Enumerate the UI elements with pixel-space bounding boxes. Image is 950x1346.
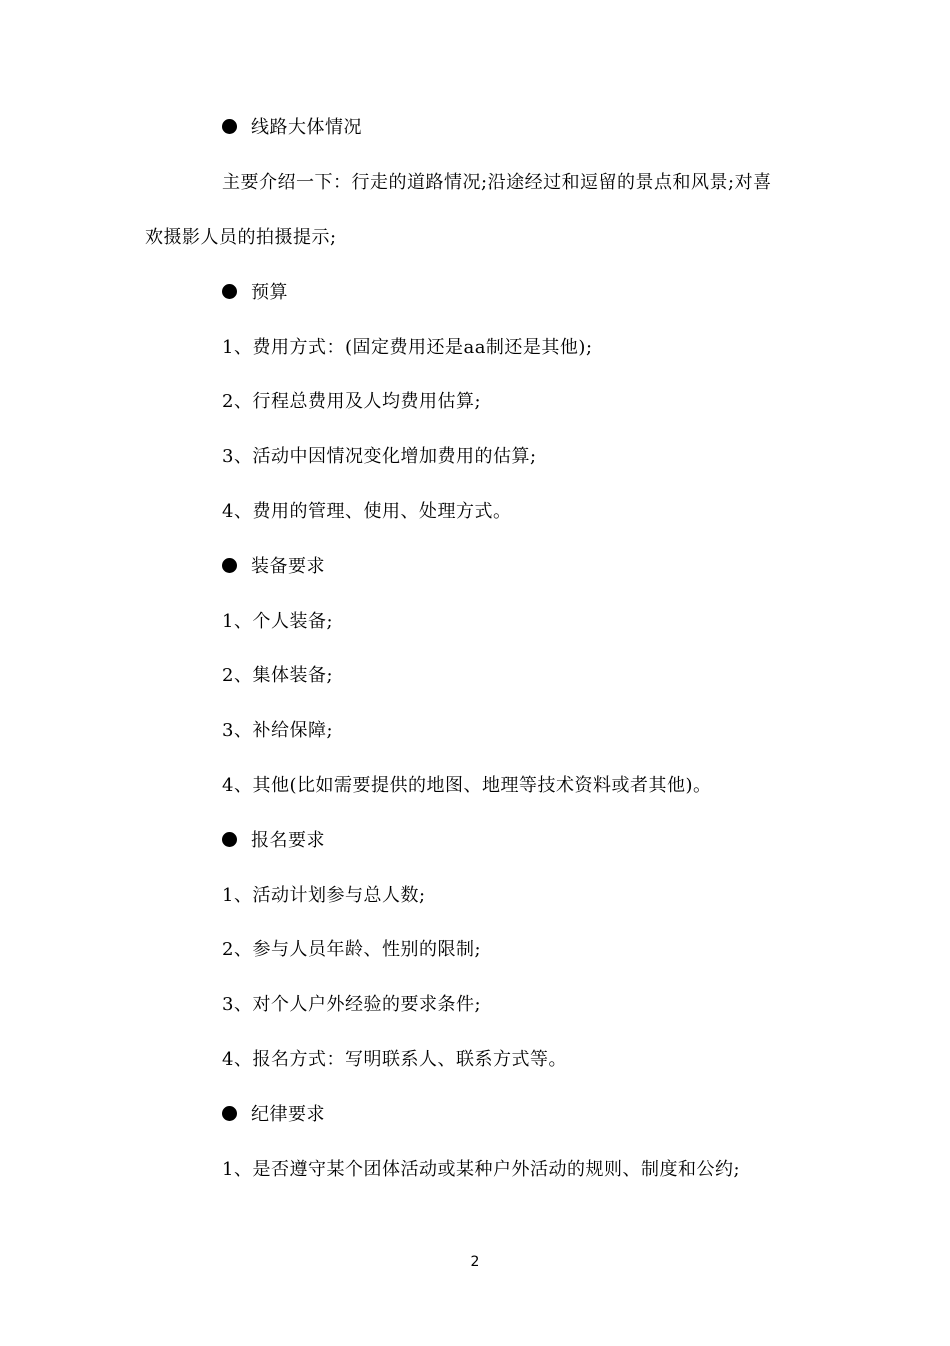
bullet-icon bbox=[222, 119, 237, 134]
registration-item-2: 2、参与人员年龄、性别的限制; bbox=[222, 939, 482, 960]
equipment-item-4: 4、其他(比如需要提供的地图、地理等技术资料或者其他)。 bbox=[222, 775, 712, 796]
registration-item-4: 4、报名方式：写明联系人、联系方式等。 bbox=[222, 1049, 567, 1070]
heading-budget bbox=[222, 281, 288, 305]
equipment-item-3: 3、补给保障; bbox=[222, 720, 334, 741]
registration-item-1: 1、活动计划参与总人数; bbox=[222, 885, 426, 906]
bullet-icon bbox=[222, 284, 237, 299]
heading-equipment-text: 装备要求 bbox=[251, 556, 325, 577]
heading-route-text: 线路大体情况 bbox=[251, 117, 362, 138]
heading-route bbox=[222, 116, 362, 140]
budget-item-2: 2、行程总费用及人均费用估算; bbox=[222, 391, 482, 412]
heading-discipline bbox=[222, 1103, 325, 1127]
budget-item-3: 3、活动中因情况变化增加费用的估算; bbox=[222, 446, 537, 467]
equipment-item-2: 2、集体装备; bbox=[222, 665, 334, 686]
budget-item-4: 4、费用的管理、使用、处理方式。 bbox=[222, 501, 512, 522]
heading-discipline-text: 纪律要求 bbox=[251, 1104, 325, 1125]
budget-item-1: 1、费用方式：(固定费用还是aa制还是其他); bbox=[222, 337, 593, 358]
heading-equipment bbox=[222, 555, 325, 579]
route-paragraph-line-2: 欢摄影人员的拍摄提示; bbox=[145, 227, 337, 248]
discipline-item-1: 1、是否遵守某个团体活动或某种户外活动的规则、制度和公约; bbox=[222, 1159, 741, 1180]
heading-budget-text: 预算 bbox=[251, 282, 288, 303]
heading-registration-text: 报名要求 bbox=[251, 830, 325, 851]
page-number: 2 bbox=[470, 1254, 480, 1270]
route-paragraph-line-1: 主要介绍一下：行走的道路情况;沿途经过和逗留的景点和风景;对喜 bbox=[222, 172, 772, 193]
bullet-icon bbox=[222, 1106, 237, 1121]
heading-registration bbox=[222, 829, 325, 853]
equipment-item-1: 1、个人装备; bbox=[222, 611, 334, 632]
bullet-icon bbox=[222, 558, 237, 573]
registration-item-3: 3、对个人户外经验的要求条件; bbox=[222, 994, 482, 1015]
bullet-icon bbox=[222, 832, 237, 847]
